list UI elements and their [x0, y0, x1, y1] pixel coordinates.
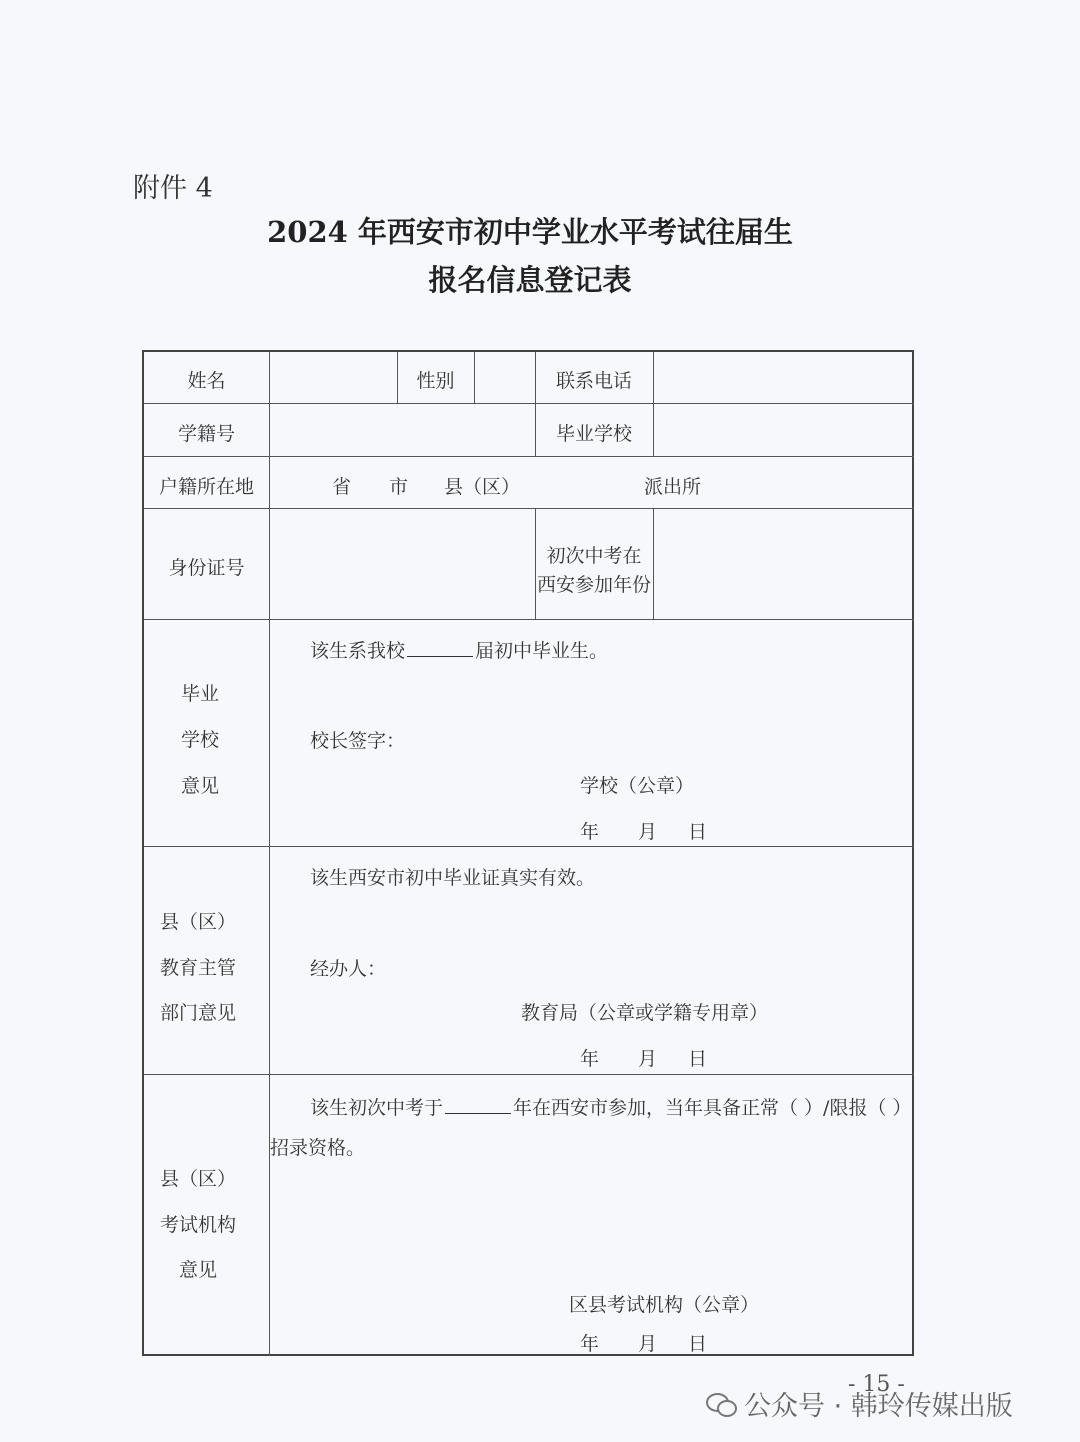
attachment-label: 附件 4 — [133, 173, 213, 204]
column-divider — [269, 352, 270, 1356]
form-title-line-1: 2024 年西安市初中学业水平考试往届生 — [267, 215, 793, 249]
exam-opinion-text-1: 该生初次中考于 — [310, 1097, 444, 1119]
first-exam-label-2: 西安参加年份 — [536, 574, 651, 596]
exam-opinion-label-2: 考试机构 — [159, 1214, 236, 1236]
gender-field[interactable] — [476, 354, 533, 402]
name-field[interactable] — [271, 354, 395, 402]
row-divider — [144, 1074, 914, 1075]
school-date-day: 日 — [688, 821, 708, 843]
edu-opinion-label-3: 部门意见 — [159, 1002, 236, 1024]
hukou-police: 派出所 — [644, 476, 702, 498]
school-date-month: 月 — [638, 821, 658, 843]
watermark-text: 公众号 · 韩玲传媒出版 — [744, 1391, 1013, 1422]
page-number: - 15 - — [848, 1372, 905, 1397]
column-divider — [653, 508, 654, 619]
hukou-label: 户籍所在地 — [158, 476, 254, 498]
student-no-field[interactable] — [271, 406, 533, 454]
exam-opinion-text-2: 年在西安市参加，当年具备正常（ ）/限报（ ） — [513, 1097, 912, 1119]
school-opinion-label-2: 学校 — [180, 729, 219, 751]
first-exam-year-field[interactable] — [655, 510, 912, 617]
edu-seal-label: 教育局（公章或学籍专用章） — [521, 1002, 769, 1024]
principal-sign-label: 校长签字： — [310, 730, 406, 752]
edu-date-year: 年 — [580, 1048, 600, 1070]
wechat-icon — [706, 1391, 736, 1417]
edu-opinion-statement: 该生西安市初中毕业证真实有效。 — [310, 867, 596, 889]
exam-date-day: 日 — [688, 1333, 708, 1355]
watermark — [706, 1384, 1013, 1423]
column-divider — [653, 352, 654, 456]
registration-form — [142, 350, 914, 1356]
edu-opinion-label-1: 县（区） — [159, 911, 236, 933]
name-label: 姓名 — [187, 370, 226, 392]
exam-opinion-statement — [310, 1093, 912, 1120]
grad-school-label: 毕业学校 — [555, 423, 632, 445]
exam-opinion-text-3: 招录资格。 — [270, 1137, 366, 1159]
first-exam-label-1: 初次中考在 — [546, 545, 642, 567]
handler-label: 经办人： — [310, 958, 387, 980]
phone-label: 联系电话 — [555, 370, 632, 392]
form-title-line-2: 报名信息登记表 — [428, 263, 632, 297]
id-label: 身份证号 — [168, 557, 245, 579]
school-seal-label: 学校（公章） — [580, 775, 695, 797]
grad-school-field[interactable] — [655, 406, 912, 454]
row-divider — [144, 508, 914, 509]
row-divider — [144, 403, 914, 404]
grad-year-blank[interactable] — [407, 640, 473, 657]
hukou-county: 县（区） — [444, 476, 521, 498]
exam-date-month: 月 — [638, 1333, 658, 1355]
school-opinion-text-2: 届初中毕业生。 — [475, 640, 609, 662]
row-divider — [144, 456, 914, 457]
hukou-city: 市 — [389, 476, 409, 498]
school-opinion-text-1: 该生系我校 — [310, 640, 406, 662]
school-date-year: 年 — [580, 821, 600, 843]
first-exam-year-blank[interactable] — [445, 1097, 511, 1114]
exam-opinion-label-1: 县（区） — [159, 1168, 236, 1190]
school-opinion-label-1: 毕业 — [180, 683, 219, 705]
row-divider — [144, 846, 914, 847]
id-field[interactable] — [271, 510, 533, 617]
exam-opinion-label-3: 意见 — [178, 1259, 217, 1281]
row-divider — [144, 619, 914, 620]
column-divider — [474, 352, 475, 403]
edu-date-month: 月 — [638, 1048, 658, 1070]
school-opinion-label-3: 意见 — [180, 775, 219, 797]
school-opinion-statement — [310, 636, 608, 663]
edu-date-day: 日 — [688, 1048, 708, 1070]
phone-field[interactable] — [655, 354, 912, 402]
gender-label: 性别 — [416, 370, 455, 392]
exam-seal-label: 区县考试机构（公章） — [569, 1294, 760, 1316]
edu-opinion-label-2: 教育主管 — [159, 957, 236, 979]
exam-date-year: 年 — [580, 1333, 600, 1355]
hukou-province: 省 — [332, 476, 352, 498]
student-no-label: 学籍号 — [177, 423, 235, 445]
